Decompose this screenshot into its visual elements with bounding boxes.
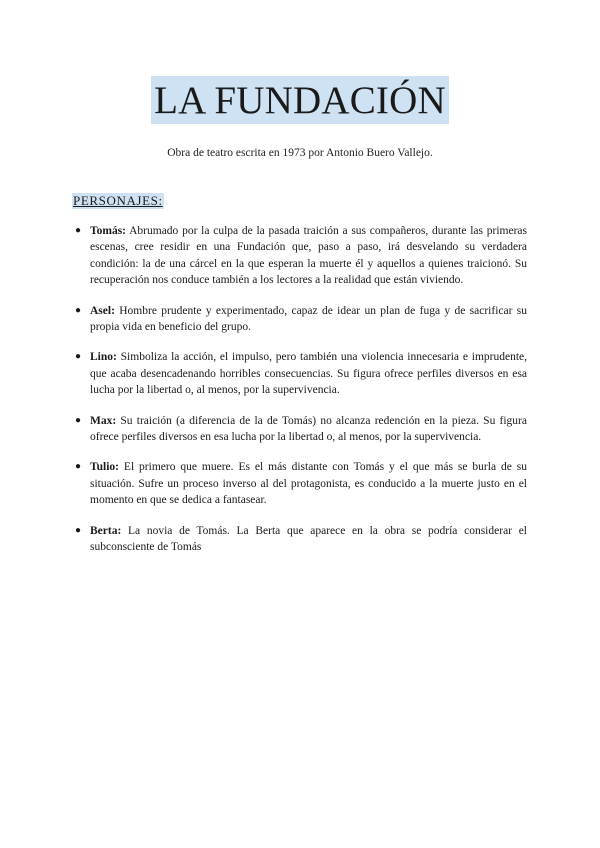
bullet-icon: ● xyxy=(75,304,82,316)
character-description: Hombre prudente y experimentado, capaz de idear un plan de fuga y de sacrificar su propia vida en beneficio del grupo. xyxy=(90,304,527,334)
character-description: Simboliza la acción, el impulso, pero también una violencia innecesaria e imprudente, que acaba desencadenando horribles consecuencias. Su figura ofrece perfiles diversos en esa lucha por la libertad o, al menos, por la supervivencia. xyxy=(90,351,527,397)
character-name: Berta: xyxy=(90,524,122,537)
bullet-icon: ● xyxy=(75,414,82,426)
bullet-icon: ● xyxy=(75,225,82,236)
character-name: Max: xyxy=(90,414,117,427)
character-item-lino xyxy=(75,349,527,398)
section-heading-personajes: PERSONAJES: xyxy=(73,193,163,208)
character-item-tulio xyxy=(75,459,527,508)
character-name: Lino: xyxy=(90,351,117,364)
bullet-icon: ● xyxy=(75,351,82,363)
character-description: El primero que muere. Es el más distante con Tomás y el que más se burla de su situación. Sufre un proceso inverso al del protagonista, es conducido a la muerte justo en el momento en que se dedica a fantasear. xyxy=(90,461,527,507)
character-description: Abrumado por la culpa de la pasada traición a sus compañeros, durante las primeras escenas, cree residir en una Fundación que, paso a paso, irá desvelando su verdadera condición: la de una cárcel en la que esperan la muerte él y aquellos a quienes traicionó. Su recuperación nos conduce también a los lectores a la realidad que están viviendo. xyxy=(90,225,527,287)
character-description: Su traición (a diferencia de la de Tomás) no alcanza redención en la pieza. Su figura ofrece perfiles diversos en esa lucha por la libertad o, al menos, por la supervivencia. xyxy=(90,414,527,444)
bullet-icon: ● xyxy=(75,524,82,536)
character-item-max xyxy=(75,413,527,446)
character-item-berta xyxy=(75,523,527,556)
character-item-tomas xyxy=(75,223,527,289)
title-container xyxy=(0,76,600,124)
character-name: Asel: xyxy=(90,304,115,317)
bullet-icon: ● xyxy=(75,461,82,473)
character-list xyxy=(75,223,527,570)
character-name: Tulio: xyxy=(90,461,119,474)
character-description: La novia de Tomás. La Berta que aparece en la obra se podría considerar el subconsciente de Tomás xyxy=(90,524,527,554)
character-name: Tomás: xyxy=(90,225,126,237)
document-subtitle: Obra de teatro escrita en 1973 por Antonio Buero Vallejo. xyxy=(167,147,433,159)
character-item-asel xyxy=(75,303,527,336)
document-title: LA FUNDACIÓN xyxy=(151,76,449,124)
